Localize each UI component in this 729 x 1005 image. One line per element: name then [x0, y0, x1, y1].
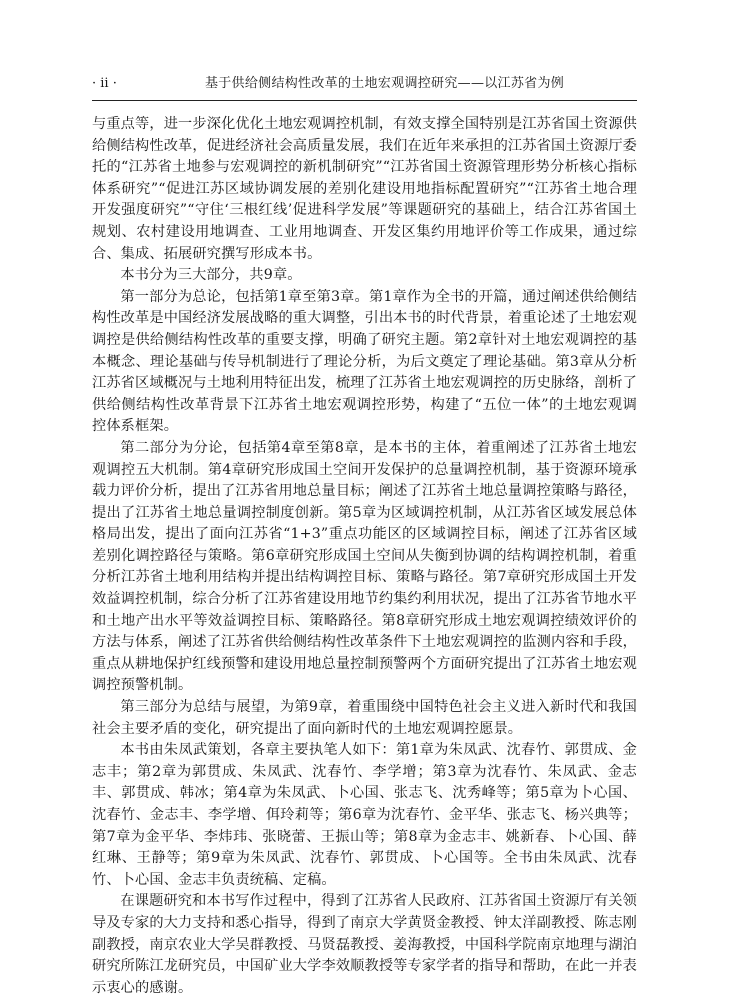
paragraph: 第一部分为总论，包括第1章至第3章。第1章作为全书的开篇，通过阐述供给侧结构性改革是中国经济发展战略的重大调整，引出本书的时代背景，着重论述了土地宏观调控是供给侧结构性改革的重要支撑，明确了研究主题。第2章针对土地宏观调控的基本概念、理论基础与传导机制进行了理论分析，为后文奠定了理论基础。第3章从分析江苏省区域概况与土地利用特征出发，梳理了江苏省土地宏观调控的历史脉络，剖析了供给侧结构性改革背景下江苏省土地宏观调控形势，构建了“五位一体”的土地宏观调控体系框架。 [92, 288, 637, 435]
paragraph: 第二部分为分论，包括第4章至第8章，是本书的主体，着重阐述了江苏省土地宏观调控五大机制。第4章研究形成国土空间开发保护的总量调控机制，基于资源环境承载力评价分析，提出了江苏省用地总量目标；阐述了江苏省土地总量调控策略与路径，提出了江苏省土地总量调控制度创新。第5章为区域调控机制，从江苏省区域发展总体格局出发，提出了面向江苏省“1+3”重点功能区的区域调控目标，阐述了江苏省区域差别化调控路径与策略。第6章研究形成国土空间从失衡到协调的结构调控机制，着重分析江苏省土地利用结构并提出结构调控目标、策略与路径。第7章研究形成国土开发效益调控机制，综合分析了江苏省建设用地节约集约利用状况，提出了江苏省节地水平和土地产出水平等效益调控目标、策略路径。第8章研究形成土地宏观调控绩效评价的方法与体系，阐述了江苏省供给侧结构性改革条件下土地宏观调控的监测内容和手段，重点从耕地保护红线预警和建设用地总量控制预警两个方面研究提出了江苏省土地宏观调控预警机制。 [92, 439, 637, 694]
paragraph: 与重点等，进一步深化优化土地宏观调控机制，有效支撑全国特别是江苏省国土资源供给侧结构性改革，促进经济社会高质量发展，我们在近年来承担的江苏省国土资源厅委托的“江苏省土地参与宏观调控的新机制研究”“江苏省国土资源管理形势分析核心指标体系研究”“促进江苏区域协调发展的差别化建设用地指标配置研究”“江苏省土地合理开发强度研究”“守住‘三根红线’促进科学发展”等课题研究的基础上，结合江苏省国土规划、农村建设用地调查、工业用地调查、开发区集约用地评价等工作成果，通过综合、集成、拓展研究撰写形成本书。 [92, 116, 637, 262]
header-rule [92, 100, 637, 101]
paragraph: 在课题研究和本书写作过程中，得到了江苏省人民政府、江苏省国土资源厅有关领导及专家的大力支持和悉心指导，得到了南京大学黄贤金教授、钟太洋副教授、陈志刚副教授，南京农业大学吴群教授、马贤磊教授、姜海教授，中国科学院南京地理与湖泊研究所陈江龙研究员，中国矿业大学李效顺教授等专家学者的指导和帮助，在此一并表示衷心的感谢。 [92, 893, 637, 996]
paragraph: 本书由朱凤武策划，各章主要执笔人如下：第1章为朱凤武、沈春竹、郭贯成、金志丰；第2章为郭贯成、朱凤武、沈春竹、李学增；第3章为沈春竹、朱凤武、金志丰、郭贯成、韩冰；第4章为朱凤武、卜心国、张志飞、沈秀峰等；第5章为卜心国、沈春竹、金志丰、李学增、佴玲莉等；第6章为沈春竹、金平华、张志飞、杨兴典等；第7章为金平华、李炜玮、张晓蕾、王振山等；第8章为金志丰、姚新春、卜心国、薛红琳、王静等；第9章为朱凤武、沈春竹、郭贯成、卜心国等。全书由朱凤武、沈春竹、卜心国、金志丰负责统稿、定稿。 [92, 742, 637, 888]
paragraph: 本书分为三大部分，共9章。 [120, 267, 302, 284]
page-number: · ii · [92, 76, 117, 91]
running-title: 基于供给侧结构性改革的土地宏观调控研究——以江苏省为例 [204, 76, 565, 91]
paragraph: 第三部分为总结与展望，为第9章，着重围绕中国特色社会主义进入新时代和我国社会主要矛盾的变化，研究提出了面向新时代的土地宏观调控愿景。 [92, 699, 637, 737]
body-text [92, 114, 637, 999]
running-header [92, 74, 637, 100]
